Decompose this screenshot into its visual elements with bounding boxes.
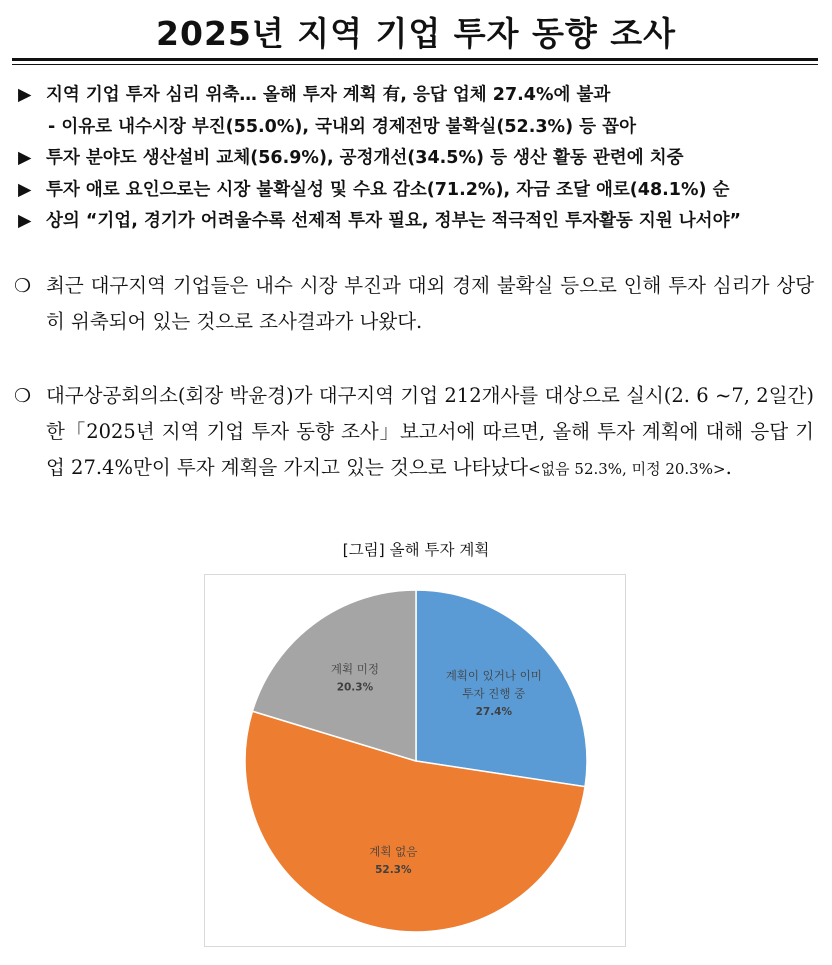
summary-bullet	[18, 80, 826, 112]
pie-chart-frame	[204, 574, 626, 947]
body-paragraph-note: <없음 52.3%, 미정 20.3%>	[528, 460, 726, 478]
pie-chart	[205, 575, 625, 946]
summary-bullet-text: 투자 분야도 생산설비 교체(56.9%), 공정개선(34.5%) 등 생산 활동 관련에 치중	[46, 148, 684, 168]
body-paragraph	[14, 378, 814, 487]
title-rule-thick	[12, 58, 818, 61]
pie-slice-label: 계획 없음	[369, 844, 418, 859]
pie-slice-label: 계획 미정	[330, 662, 379, 677]
triangle-bullet-icon: ▶	[18, 85, 32, 105]
summary-bullet-text: - 이유로 내수시장 부진(55.0%), 국내외 경제전망 불확실(52.3%) 등 꼽아	[48, 116, 636, 137]
summary-bullets	[18, 80, 826, 238]
pie-slice-value-label: 20.3%	[336, 681, 374, 694]
body-paragraph-main: 대구상공회의소(회장 박윤경)가 대구지역 기업 212개사를 대상으로 실시(2. 6 ~7, 2일간)한「2025년 지역 기업 투자 동향 조사」보고서에 따르면, 올해 투자 계획에 대해 응답 기업 27.4%만이 투자 계획을 가지고 있는 것으로 나타났다	[46, 384, 814, 479]
summary-bullet	[18, 175, 826, 207]
summary-bullet-text: 지역 기업 투자 심리 위축… 올해 투자 계획 有, 응답 업체 27.4%에 불과	[46, 85, 611, 105]
triangle-bullet-icon: ▶	[18, 148, 32, 168]
circle-bullet-icon: ❍	[14, 385, 32, 407]
triangle-bullet-icon: ▶	[18, 211, 32, 231]
summary-sub-bullet	[18, 112, 826, 144]
pie-slice-label: 투자 진행 중	[462, 686, 526, 701]
page-title: 2025년 지역 기업 투자 동향 조사	[156, 14, 676, 53]
body-paragraph-text	[46, 378, 814, 487]
summary-bullet	[18, 206, 826, 238]
circle-bullet-icon: ❍	[14, 275, 32, 297]
title-rule-thin	[12, 64, 818, 65]
pie-slice-label: 계획이 있거나 이미	[445, 668, 542, 683]
pie-slice-value-label: 52.3%	[375, 864, 412, 877]
body-paragraph-text: 최근 대구지역 기업들은 내수 시장 부진과 대외 경제 불확실 등으로 인해 투자 심리가 상당히 위축되어 있는 것으로 조사결과가 나왔다.	[46, 274, 814, 333]
summary-bullet	[18, 143, 826, 175]
pie-slice-value-label: 27.4%	[475, 706, 513, 719]
summary-bullet-text: 상의 “기업, 경기가 어려울수록 선제적 투자 필요, 정부는 적극적인 투자활동 지원 나서야”	[46, 211, 741, 231]
summary-bullet-text: 투자 애로 요인으로는 시장 불확실성 및 수요 감소(71.2%), 자금 조달 애로(48.1%) 순	[46, 179, 730, 200]
figure-caption: [그림] 올해 투자 계획	[342, 541, 490, 559]
triangle-bullet-icon: ▶	[18, 179, 32, 200]
body-paragraph	[14, 268, 814, 340]
body-paragraph-end: .	[725, 456, 732, 479]
